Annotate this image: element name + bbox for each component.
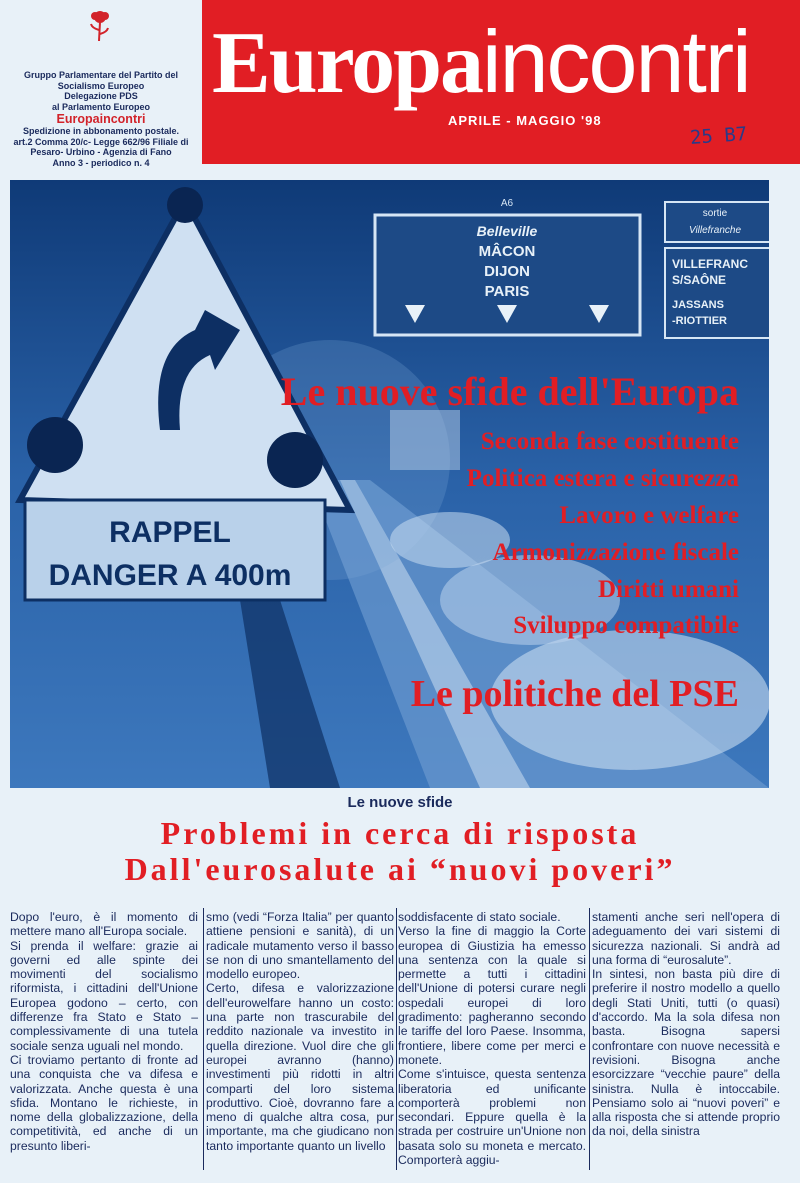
headline-item: Sviluppo compatibile: [513, 612, 739, 639]
cover-photo: [10, 180, 769, 788]
sign-destination: PARIS: [484, 283, 530, 300]
sign-right-text: -RIOTTIER: [672, 315, 727, 327]
info-line: art.2 Comma 20/c- Legge 662/96 Filiale di: [13, 136, 189, 147]
sign-right-text: sortie: [702, 208, 728, 219]
issue-date: APRILE - MAGGIO '98: [448, 113, 602, 128]
paragraph: Certo, difesa e valorizzazione dell'eurowelfare hanno un costo: una parte non trascurabile del reddito nazionale va investito in quella direzione. Vuol dire che gli europei avranno (hanno) investimenti più ridotti in altri comparti del loro sistema produttivo. Cioè, dovranno fare a meno di qualche altra cosa, pur importante, ma che giudicano non tanto importante quanto un livello: [206, 981, 394, 1153]
column-divider: [396, 908, 397, 1170]
paragraph: In sintesi, non basta più dire di preferire il nostro modello a quello degli Stati Uniti, tutti (o quasi) d'accordo. Ma la sola difesa non basta. Bisogna sapersi confrontare con nuove necessità e revisioni. Bisogna anche esorcizzare “vecchie paure” della sinistra. Nulla è intoccabile. Pensiamo solo ai “nuovi poveri” e alla risposta che si attende proprio da noi, della sinistra: [592, 967, 780, 1139]
paragraph: Verso la fine di maggio la Corte europea di Giustizia ha emesso una sentenza con la quale si permette a tutti i cittadini dell'Unione di potersi curare negli ospedali europei di loro gradimento: pagheranno secondo le tariffe del loro Paese. Insomma, frontiere, libere come per merci e monete.: [398, 924, 586, 1067]
info-line: Spedizione in abbonamento postale.: [22, 126, 179, 136]
article-column-4: [592, 910, 780, 1139]
sign-right-text: VILLEFRANC: [672, 257, 748, 271]
sign-destination: MÂCON: [478, 243, 536, 260]
sign-right-text: Villefranche: [688, 225, 742, 236]
rose-logo-icon: [86, 8, 114, 42]
org-line: Delegazione PDS: [64, 91, 138, 101]
article-column-3: [398, 910, 586, 1167]
title-part-europa: Europa: [212, 15, 483, 112]
sign-right-text: S/SAÔNE: [672, 273, 727, 287]
org-line: Socialismo Europeo: [57, 80, 145, 91]
column-divider: [203, 908, 204, 1170]
article-title-line2: Dall'eurosalute ai “nuovi poveri”: [124, 851, 676, 887]
warning-text: DANGER A 400m: [48, 559, 292, 592]
article-column-1: [10, 910, 198, 1153]
paragraph: stamenti anche seri nell'opera di adeguamento dei vari sistemi di sicurezza nazionali. Si andrà ad una forma di “eurosalute”.: [592, 910, 780, 967]
paragraph: Come s'intuisce, questa sentenza liberatoria ed unificante comporterà problemi non secondari. Eppure quella è la strada per costruire un'Unione non basata solo su moneta e mercato. Comporterà aggiu-: [398, 1067, 586, 1168]
paragraph: soddisfacente di stato sociale.: [398, 910, 561, 924]
title-part-incontri: incontri: [482, 12, 750, 111]
sign-ref: A6: [500, 198, 514, 209]
headline-item: Seconda fase costituente: [480, 428, 739, 455]
article-kicker: Le nuove sfide: [347, 794, 453, 811]
article-column-2: [206, 910, 394, 1153]
paragraph: Ci troviamo pertanto di fronte ad una conquista che va difesa e valorizzata. Anche questa è una sfida. Montano le richieste, in nome della globalizzazione, della competitività, ed anche di un presunto liberi-: [10, 1052, 198, 1153]
paragraph: Dopo l'euro, è il momento di mettere mano all'Europa sociale.: [10, 910, 198, 939]
headline-item: Armonizzazione fiscale: [492, 539, 739, 566]
paragraph: smo (vedi “Forza Italia” per quanto attiene pensioni e sanità), di un radicale mutamento verso il basso se non di uno smantellamento del modello europeo.: [206, 910, 394, 982]
masthead-title: [212, 2, 750, 124]
headline-closing: Le politiche del PSE: [410, 673, 739, 715]
article-title-line1: Problemi in cerca di risposta: [160, 815, 640, 851]
org-line: al Parlamento Europeo: [51, 101, 151, 112]
sign-destination: Belleville: [476, 223, 538, 239]
handwritten-note: 25 B7: [689, 123, 748, 149]
column-divider: [589, 908, 590, 1170]
paragraph: Si prenda il welfare: grazie ai governi ed alle spinte dei movimenti del socialismo riformista, i cittadini dell'Unione Europea godono – certo, con differenze fra Stato e Stato – complessivamente di una tutela sociale senza uguali nel mondo.: [10, 938, 198, 1053]
masthead: [202, 0, 800, 164]
sign-right-text: JASSANS: [672, 299, 724, 311]
sign-destination: DIJON: [484, 263, 530, 280]
headline-item: Diritti umani: [598, 576, 739, 603]
headline-main: Le nuove sfide dell'Europa: [280, 369, 739, 414]
warning-text: RAPPEL: [109, 516, 231, 549]
brand-name: Europaincontri: [56, 112, 146, 126]
info-line: Pesaro- Urbino - Agenzia di Fano: [30, 147, 172, 157]
org-line: Gruppo Parlamentare del Partito del: [23, 70, 179, 80]
info-line: Anno 3 - periodico n. 4: [52, 157, 150, 168]
publisher-info: [0, 70, 202, 174]
headline-item: Lavoro e welfare: [559, 502, 739, 529]
headline-item: Politica estera e sicurezza: [466, 465, 739, 492]
